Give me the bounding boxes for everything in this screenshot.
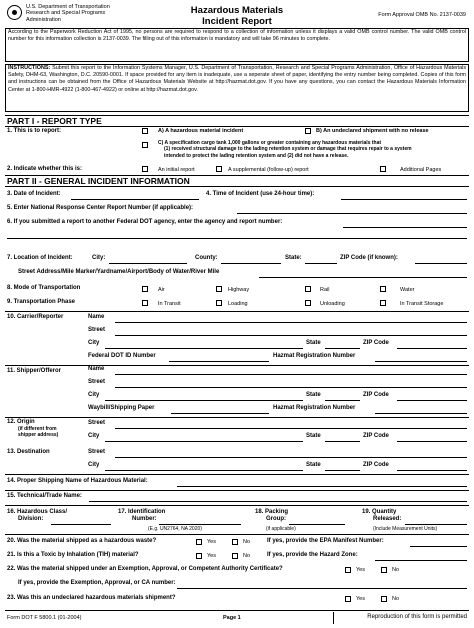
initial-report-label: An initial report xyxy=(158,167,195,173)
q18-note: (if applicable) xyxy=(266,526,296,532)
mode-water-label: Water xyxy=(400,287,415,293)
phase-transit-checkbox[interactable] xyxy=(142,300,148,306)
q5-label: 5. Enter National Response Center Report Number (if applicable): xyxy=(7,205,194,211)
exemption-number-field[interactable] xyxy=(177,588,467,589)
trade-name-field[interactable] xyxy=(89,501,467,502)
q1c-checkbox[interactable] xyxy=(142,142,148,148)
dest-zip-label: ZIP Code xyxy=(363,462,389,468)
q18-label: 18. Packing xyxy=(255,509,289,515)
location-city-field[interactable] xyxy=(109,263,187,264)
quantity-field[interactable] xyxy=(405,524,467,525)
form-subtitle: Incident Report xyxy=(202,16,272,27)
q14-label: 14. Proper Shipping Name of Hazardous Material: xyxy=(7,478,148,484)
shipper-state-label: State xyxy=(306,392,321,398)
shipper-zip-label: ZIP Code xyxy=(363,392,389,398)
carrier-zip-label: ZIP Code xyxy=(363,340,389,346)
q4-label: 4. Time of Incident (use 24-hour time): xyxy=(206,191,315,197)
q1-label: 1. This is to report: xyxy=(7,128,62,134)
carrier-state-field[interactable] xyxy=(325,348,360,349)
paperwork-notice: According to the Paperwork Reduction Act of 1995, no persons are required to respond to a collection of information unless it displays a valid OMB control number. The valid OMB control number for this information collection is 2137-0039. The filling out of this information is mandatory and will take 96 minutes to complete. xyxy=(8,29,466,43)
initial-report-checkbox[interactable] xyxy=(142,166,148,172)
q22-yes-label: Yes xyxy=(356,567,365,573)
q1a-label: A) A hazardous material incident xyxy=(158,128,244,134)
origin-city-field[interactable] xyxy=(105,441,303,442)
carrier-hazmat-reg-label: Hazmat Registration Number xyxy=(273,353,356,359)
q17-example: (E.g. UN2764, NA 2020) xyxy=(148,526,202,532)
q13-label: 13. Destination xyxy=(7,449,50,455)
supplemental-report-checkbox[interactable] xyxy=(216,166,222,172)
location-state-label: State: xyxy=(285,255,302,261)
carrier-city-field[interactable] xyxy=(105,348,303,349)
agency-name: U.S. Department of Transportation Research and Special Programs Administration xyxy=(26,4,110,23)
agency-report-field[interactable] xyxy=(343,227,467,228)
street-mile-field[interactable] xyxy=(259,277,467,278)
date-field[interactable] xyxy=(71,199,199,200)
mode-rail-label: Rail xyxy=(320,287,330,293)
q22-no-label: No xyxy=(392,567,400,573)
location-state-field[interactable] xyxy=(305,263,337,264)
dest-state-field[interactable] xyxy=(325,470,360,471)
origin-street-field[interactable] xyxy=(115,428,467,429)
q21-no-label: No xyxy=(243,553,251,559)
carrier-hazmat-reg-field[interactable] xyxy=(375,361,467,362)
carrier-name-field[interactable] xyxy=(115,322,467,323)
shipper-zip-field[interactable] xyxy=(397,400,467,401)
q21-yes-checkbox[interactable] xyxy=(196,553,202,559)
shipper-name-field[interactable] xyxy=(115,374,467,375)
q22-no-checkbox[interactable] xyxy=(381,567,387,573)
shipper-city-label: City xyxy=(88,392,100,398)
agency-report-field-2[interactable] xyxy=(7,238,467,239)
q20-manifest-label: If yes, provide the EPA Manifest Number: xyxy=(267,538,384,544)
q16-label: 16. Hazardous Class/ xyxy=(7,509,68,515)
q8-label: 8. Mode of Transportation xyxy=(7,285,81,291)
q21-zone-label: If yes, provide the Hazard Zone: xyxy=(267,552,358,558)
street-mile-label: Street Address/Mile Marker/Yardname/Airport/Body of Water/River Mile xyxy=(18,269,220,275)
dot-logo-icon xyxy=(7,5,22,20)
origin-zip-field[interactable] xyxy=(397,441,467,442)
q20-yes-label: Yes xyxy=(207,539,216,545)
dest-state-label: State xyxy=(306,462,321,468)
reproduction-notice: Reproduction of this form is permitted xyxy=(367,614,467,620)
instructions: INSTRUCTIONS: Submit this report to the Information Systems Manager, U.S. Department of Transportation, Research and Special Programs Administration, Office of Hazardous Materials Safety, DHM-63, Washington, D.C. 20590-0001. If space provided for any item is inadequate, use a seperate sheet of paper, identifying the entry number being completed. Copies of this form and instructions can be obtained from the Office of Hazardous Materials Website at http://hazmat.dot.gov. If you have any questions, you can contact the Hazardous Materials Information Center at 1-800-HMR-4922 (1-800-467-4922) or online at http://hazmat.dot.gov. xyxy=(8,65,467,93)
form-number: Form DOT F 5800.1 (01-2004) xyxy=(7,615,82,621)
q16-division-label: Division: xyxy=(18,516,44,522)
incident-report-form xyxy=(5,4,469,624)
q18-group-label: Group: xyxy=(266,516,286,522)
hazard-class-field[interactable] xyxy=(51,524,111,525)
phase-storage-checkbox[interactable] xyxy=(380,300,386,306)
q12-note-1: (if different from xyxy=(18,426,57,432)
time-field[interactable] xyxy=(341,199,467,200)
mode-water-checkbox[interactable] xyxy=(380,286,386,292)
location-zip-label: ZIP Code (if known): xyxy=(340,255,398,261)
shipper-hazmat-reg-label: Hazmat Registration Number xyxy=(273,405,356,411)
phase-unloading-label: Unloading xyxy=(320,301,345,307)
q11-label: 11. Shipper/Offeror xyxy=(7,368,62,374)
phase-unloading-checkbox[interactable] xyxy=(305,300,311,306)
q22-label: 22. Was the material shipped under an Exemption, Approval, or Competent Authority Certificate? xyxy=(7,566,283,572)
q20-label: 20. Was the material shipped as a hazardous waste? xyxy=(7,538,157,544)
carrier-street-label: Street xyxy=(88,327,106,333)
form-title: Hazardous Materials xyxy=(190,5,284,16)
shipper-state-field[interactable] xyxy=(325,400,360,401)
q23-no-checkbox[interactable] xyxy=(381,596,387,602)
location-county-label: County: xyxy=(195,255,218,261)
origin-state-field[interactable] xyxy=(325,441,360,442)
phase-storage-label: In Transit Storage xyxy=(400,301,444,307)
q2-label: 2. Indicate whether this is: xyxy=(7,166,83,172)
q21-label: 21. Is this a Toxic by Inhalation (TIH) material? xyxy=(7,552,139,558)
location-city-label: City: xyxy=(92,255,106,261)
q12-label: 12. Origin xyxy=(7,419,35,425)
q23-yes-label: Yes xyxy=(356,596,365,602)
shipping-name-field[interactable] xyxy=(177,486,467,487)
mode-highway-checkbox[interactable] xyxy=(216,286,222,292)
q17-label: 17. Identification xyxy=(118,509,166,515)
phase-loading-checkbox[interactable] xyxy=(216,300,222,306)
location-zip-field[interactable] xyxy=(415,263,467,264)
page-number: Page 1 xyxy=(223,615,241,621)
carrier-city-label: City xyxy=(88,340,100,346)
q23-no-label: No xyxy=(392,596,400,602)
mode-air-label: Air xyxy=(158,287,165,293)
q1c-label: C) A specification cargo tank 1,000 gallons or greater containing any hazardous materials that (1) received structural damage to the lading retention system or damage that requires repair to a system intended to protect the lading retention system and (2) did not have a release. xyxy=(158,140,412,159)
dest-city-label: City xyxy=(88,462,100,468)
location-county-field[interactable] xyxy=(221,263,281,264)
id-number-field[interactable] xyxy=(159,524,241,525)
fed-dot-field[interactable] xyxy=(169,361,269,362)
supplemental-report-label: A supplemental (follow-up) report xyxy=(228,167,309,173)
q19-note: (Include Measurement Units) xyxy=(373,526,438,532)
q1b-checkbox[interactable] xyxy=(305,128,311,134)
q20-no-label: No xyxy=(243,539,251,545)
additional-pages-label: Additional Pages xyxy=(400,167,442,173)
shipper-street-label: Street xyxy=(88,379,106,385)
dest-street-field[interactable] xyxy=(115,457,467,458)
additional-pages-checkbox[interactable] xyxy=(380,166,386,172)
part2-heading: PART II - GENERAL INCIDENT INFORMATION xyxy=(5,175,469,187)
shipper-hazmat-reg-field[interactable] xyxy=(375,413,467,414)
q21-yes-label: Yes xyxy=(207,553,216,559)
fed-dot-label: Federal DOT ID Number xyxy=(88,353,156,359)
q3-label: 3. Date of Incident: xyxy=(7,191,61,197)
dest-city-field[interactable] xyxy=(105,470,303,471)
nrc-number-field[interactable] xyxy=(237,213,467,214)
shipper-street-field[interactable] xyxy=(115,387,467,388)
origin-street-label: Street xyxy=(88,420,106,426)
carrier-name-label: Name xyxy=(88,314,105,320)
q20-no-checkbox[interactable] xyxy=(232,539,238,545)
q19-released-label: Released: xyxy=(373,516,402,522)
part1-heading: PART I - REPORT TYPE xyxy=(5,115,469,127)
mode-highway-label: Highway xyxy=(228,287,250,293)
q1a-checkbox[interactable] xyxy=(142,128,148,134)
origin-state-label: State xyxy=(306,433,321,439)
waybill-label: Waybill/Shipping Paper xyxy=(88,405,155,411)
origin-city-label: City xyxy=(88,433,100,439)
epa-manifest-field[interactable] xyxy=(410,546,467,547)
dest-street-label: Street xyxy=(88,449,106,455)
shipper-city-field[interactable] xyxy=(105,400,303,401)
q9-label: 9. Transportation Phase xyxy=(7,299,76,305)
shipper-name-label: Name xyxy=(88,366,105,372)
q10-label: 10. Carrier/Reporter xyxy=(7,314,64,320)
q7-label: 7. Location of Incident: xyxy=(7,255,73,261)
packing-group-field[interactable] xyxy=(289,524,345,525)
q1b-label: B) An undeclared shipment with no release xyxy=(316,128,429,134)
q23-label: 23. Was this an undeclared hazardous materials shipment? xyxy=(7,595,176,601)
dest-zip-field[interactable] xyxy=(397,470,467,471)
q15-label: 15. Technical/Trade Name: xyxy=(7,493,82,499)
hazard-zone-field[interactable] xyxy=(375,560,467,561)
q21-no-checkbox[interactable] xyxy=(232,553,238,559)
phase-transit-label: In Transit xyxy=(158,301,181,307)
origin-zip-label: ZIP Code xyxy=(363,433,389,439)
phase-loading-label: Loading xyxy=(228,301,248,307)
carrier-state-label: State xyxy=(306,340,321,346)
omb-approval: Form Approval OMB No. 2137-0039 xyxy=(378,12,466,18)
q22-yes-checkbox[interactable] xyxy=(345,567,351,573)
carrier-street-field[interactable] xyxy=(115,335,467,336)
waybill-field[interactable] xyxy=(171,413,269,414)
q6-label: 6. If you submitted a report to another Federal DOT agency, enter the agency and report number: xyxy=(7,219,283,225)
carrier-zip-field[interactable] xyxy=(397,348,467,349)
q12-note-2: shipper address) xyxy=(18,432,59,438)
q22-number-label: If yes, provide the Exemption, Approval, or CA number: xyxy=(18,580,176,586)
q19-label: 19. Quantity xyxy=(362,509,397,515)
mode-air-checkbox[interactable] xyxy=(142,286,148,292)
q20-yes-checkbox[interactable] xyxy=(196,539,202,545)
q17-number-label: Number: xyxy=(132,516,157,522)
mode-rail-checkbox[interactable] xyxy=(305,286,311,292)
q23-yes-checkbox[interactable] xyxy=(345,596,351,602)
